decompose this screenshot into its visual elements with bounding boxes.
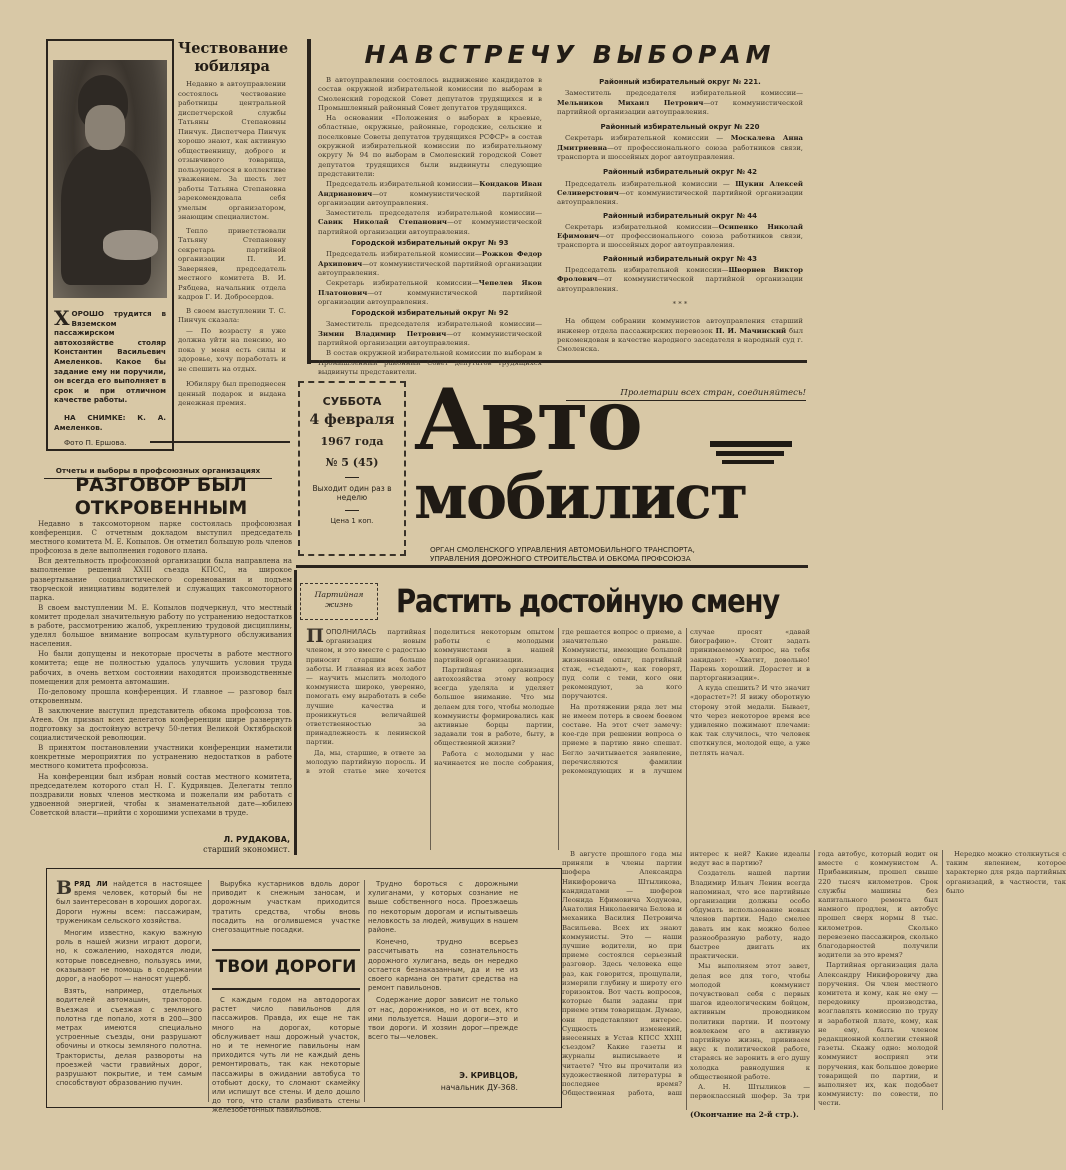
elections-item: Секретарь избирательной комиссии—Чепелев Яков Платонович—от коммунистической партийной организации автоуправления.	[318, 279, 542, 306]
party-paragraph: Нередко можно столкнуться с таким явлением, которое характерно для ряда партийных организаций, в частности, так было	[946, 850, 1066, 895]
party-paragraph: Мы выполняем этот завет, делая все для того, чтобы молодой коммунист почувствовал себя с первых шагов идеологическим бойцом, активным проводником политики партии. И поэтому вовлекаем его в активную партийную жизнь, прививаем вкус к политической работе, стараясь не заронить в его душу холодка равнодушия к общественной работе.	[690, 962, 810, 1081]
issue-number: № 5 (45)	[325, 456, 379, 469]
union-title-line-2: ОТКРОВЕННЫМ	[74, 497, 248, 519]
roads-col-1	[56, 877, 202, 1100]
elections-title-wrap	[330, 40, 810, 69]
roads-dropcap: В	[56, 877, 73, 899]
roads-col-2-top	[212, 880, 360, 935]
roads-author: Э. КРИВЦОВ,	[459, 1071, 518, 1080]
photo-credit: Фото П. Ершова.	[64, 438, 127, 448]
photo-dropcap: Х	[54, 306, 70, 330]
subtitle-line-2: УПРАВЛЕНИЯ ДОРОЖНОГО СТРОИТЕЛЬСТВА И ОБКОМА ПРОФСОЮЗА	[430, 553, 691, 563]
party-paragraph: Партийная организация дала Александру Никифоровичу два поручения. Он член местного комитета и кому, как не ему — передовику производства, возглавлять комиссию по труду и заработной плате, кому, как не ему, быть членом редакционной коллегии стенной газеты. Скажу одно: молодой коммунист восприял эти поручения, как большое доверие товарищей по партии, и выполняет их, как подобает коммунисту: по совести, по чести.	[818, 961, 938, 1108]
party-paragraph: Партийная организация автохозяйства этому вопросу всегда уделяла и уделяет большое внимание. Что мы делаем для того, чтобы молодые коммунисты формировались как активные борцы партии, задавали тон в работе, быту, в общественной жизни?	[434, 665, 554, 748]
subtitle-line-1: ОРГАН СМОЛЕНСКОГО УПРАВЛЕНИЯ АВТОМОБИЛЬНОГО ТРАНСПОРТА,	[430, 545, 695, 554]
union-paragraph: В своем выступлении М. Е. Копылов подчеркнул, что местный комитет проделал значительную работу по устранению недостатков в работе, рассмотрению жалоб, укреплению трудовой дисциплины, уделял большое внимание вопросам культурного обслуживания населения.	[30, 602, 292, 649]
party-paragraph: партийная организация новым членом, и это вместе с радостью приносит старшим больше заботы. И главная из всех забот — научить мыслить молодого коммуниста широко, уверенно, помогать ему выработать в себе лучшие качества и проникнуться величайшей ответственностью за принадлежность к ленинской партии.	[306, 628, 426, 747]
party-rubric-box	[300, 583, 378, 620]
masthead-bottom-rule	[296, 565, 808, 568]
photo-lead: ОРОШО	[71, 309, 105, 318]
issue-price: Цена 1 коп.	[330, 517, 374, 525]
party-paragraph: А. Н. Штыликов — первоклассный шофер. За три года автобус, который водит он вместе с коммунистом А. Прибавкиным, прошел свыше 220 тысяч километров. Срок службы машины без капитального ремонта был намного продлен, и автобус прошел сверх нормы 8 тыс. километров. Сколько перевезено пассажиров, сколько благодарностей получили водители за это время?	[690, 850, 938, 1101]
jubilee-paragraph: — По возрасту я уже должна уйти на пенсию, но пока у меня есть силы и здоровье, хочу поработать и не спешить на отдых.	[178, 326, 286, 373]
elections-item: Заместитель председателя избирательной комиссии—Зимин Владимир Петрович—от коммунистической партийной организации автоуправления.	[318, 320, 542, 348]
issue-weekday: СУББОТА	[322, 395, 382, 408]
elections-item: Секретарь избирательной комиссии — Москалева Анна Дмитриевна—от профессионального союза работников связи, транспорта и шоссейных дорог автоуправления.	[557, 134, 804, 162]
logo-line-2: мобилист	[414, 460, 747, 533]
elections-item: Заместитель председателя избирательной комиссии—Савик Николай Степанович—от коммунистической партийной организации автоуправления.	[318, 209, 542, 236]
slogan: Пролетарии всех стран, соединяйтесь!	[620, 388, 806, 398]
elections-item: Председатель избирательной комиссии—Рожков Федор Архипович—от коммунистической партийной организации автоуправления.	[318, 250, 542, 277]
union-rubric: Отчеты и выборы в профсоюзных организациях	[55, 466, 261, 475]
elections-left-column	[318, 76, 542, 378]
masthead-subtitle	[430, 546, 810, 563]
union-paragraph: В заключение выступил представитель обкома профсоюза тов. Атеев. Он призвал всех делегатов конференции шире развернуть подготовку за достойную встречу 50-летия Великой Октябрьской социалистической революции.	[30, 705, 292, 743]
photo-caption-label: НА СНИМКЕ: К. А. Амеленков.	[54, 412, 166, 432]
union-paragraph: Вся деятельность профсоюзной организации была направлена на выполнение решений XXIII съезда КПСС, на широкое развертывание социалистического соревнования и подъем творческой инициативы водителей и служащих таксомоторного парка.	[30, 556, 292, 602]
roads-col-3	[368, 880, 518, 1066]
elections-item: Секретарь избирательной комиссии—Осипенко Николай Ефимович—от профессионального союза работников связи, транспорта и шоссейных дорог автоуправления.	[557, 222, 803, 250]
issue-frequency: Выходит один раз в неделю	[312, 484, 392, 502]
elections-title: НАВСТРЕЧУ ВЫБОРАМ	[364, 40, 776, 69]
party-paragraph: А куда спешить? И что значит «дорастет»?! Я вижу оборотную сторону этой медали. Бывает, что через некоторое время все удивленно пожимают плечами: как так случилось, что человек споткнулся, молодой еще, а уже петлять начал.	[690, 684, 810, 757]
photo-text: трудится в Вяземском пассажирском автохозяйстве столяр Константин Васильевич Амеленков. Какое бы задание ему ни поручили, он всегда его выполняет в срок и при отличном качестве работы.	[54, 309, 166, 405]
district-heading: Районный избирательный округ № 220	[600, 123, 760, 132]
elections-intro: На основании «Положения о выборах в краевые, областные, окружные, районные, городские, сельские и поселковые Советы депутатов трудящихся РСФСР» в состав окружной избирательной комиссии по избирательному округу № 94 по выборам в Смоленский городской Совет депутатов трудящихся были выдвинуты следующие представители:	[318, 114, 542, 178]
roads-paragraph: Трудно бороться с дорожными хулиганами, у которых сознание не выше собственного носа. Проезжаешь по некоторым дорогам и испытываешь неловкость за людей, живущих в нашем районе.	[368, 880, 518, 935]
elections-closing: На общем собрании коммунистов автоуправления старший инженер отдела пассажирских перевозок П. И. Мачинский был рекомендован в качестве народного заседателя в народный суд г. Смоленска.	[557, 317, 803, 354]
union-paragraph: По-деловому прошла конференция. И главное — разговор был откровенным.	[30, 686, 292, 705]
jubilee-title-2: юбиляра	[194, 58, 270, 75]
roads-col-divider	[364, 880, 365, 1102]
photo-amelenkov	[53, 60, 167, 298]
union-body	[30, 519, 292, 818]
district-heading: Районный избирательный округ № 44	[602, 211, 758, 220]
party-lead: ОПОЛНИЛАСЬ	[325, 628, 377, 636]
photo-story-box	[46, 39, 174, 451]
roads-author-title: начальник ДУ-368.	[440, 1083, 518, 1092]
jubilee-title-1: Чествование	[178, 40, 289, 57]
roads-paragraph: Вырубка кустарников вдоль дорог приводит к снежным заносам, и дорожным участкам приходится тратить средства, чтобы вновь посадить на оголившемся участке снегозащитные посадки.	[212, 880, 360, 935]
roads-paragraph: Конечно, трудно всерьез рассчитывать на сознательность дорожного хулигана, ведь он нередко остается безнаказанным, да и не из своего кармана он тратит средства на ремонт павильонов.	[368, 938, 518, 993]
elections-left-border	[307, 39, 311, 364]
party-continuation: (Окончание на 2-й стр.).	[690, 1110, 799, 1119]
union-title	[30, 474, 292, 520]
jubilee-paragraph: Недавно в автоуправлении состоялось чествование работницы центральной диспетчерской службы Татьяны Степановны Пинчук. Диспетчера Пинчук хорошо знают, как активную общественницу, доброго и отзывчивого товарища, пользующегося в коллективе уважением. За шесть лет работы Татьяна Степановна зарекомендовала себя умелым организатором, знающим специалистом.	[178, 80, 286, 221]
roads-title: ТВОИ ДОРОГИ	[215, 957, 357, 977]
party-paragraph: Да, мы, старшие, в ответе за молодую партийную поросль. И в этой статье мне хочется поделиться некоторым опытом работы с молодыми коммунистами в нашей партийной организации.	[306, 628, 554, 776]
party-paragraph: Работа с молодыми у нас начинается не после собрания, где решается вопрос о приеме, а значительно раньше. Коммунисты, имеющие большой жизненный опыт, партийный стаж, «съедают», как говорят, пуд соли с теми, кого они рекомендуют, за кого поручаются.	[434, 628, 682, 767]
party-rubric: Партийная жизнь	[314, 590, 364, 609]
roads-col-divider	[208, 880, 209, 1102]
elections-intro: В автоуправлении состоялось выдвижение кандидатов в состав окружной избирательной комиссии по выборам в Смоленский городской Совет депутатов трудящихся и в Промышленный районный Совет депутатов трудящихся.	[318, 76, 542, 112]
jubilee-paragraph: Тепло приветствовали Татьяну Степановну секретарь партийной организации П. И. Заверняев, председатель местного комитета В. И. Рябцева, начальник отдела кадров Г. И. Добросердов.	[178, 226, 286, 301]
photo-caption	[54, 306, 166, 448]
party-title: Растить достойную смену	[396, 582, 779, 620]
issue-divider	[345, 477, 359, 478]
union-title-line-1: РАЗГОВОР БЫЛ	[75, 474, 247, 496]
union-paragraph: На конференции был избран новый состав местного комитета, председателем которого стал Н. Г. Кудрявцев. Делегаты тепло поздравили новых членов месткома и пожелали им работать с удвоенной энергией, чтобы к знаменательной дате—юбилею Советской власти—прийти с хорошими успехами в труде.	[30, 771, 292, 817]
elections-item: Председатель избирательной комиссии—Кондаков Иван Андрианович—от коммунистической партийной организации автоуправления.	[318, 180, 543, 207]
union-paragraph: Недавно в таксомоторном парке состоялась профсоюзная конференция. С отчетным докладом выступил председатель местного комитета М. Е. Копылов. Он отметил большую роль членов профсоюза в деле выполнения годового плана.	[30, 519, 292, 556]
roads-title-rule-top	[212, 949, 360, 951]
jubilee-bottom-rule	[150, 441, 290, 443]
union-author: Л. РУДАКОВА,	[223, 835, 290, 844]
roads-paragraph: Взять, например, отдельных водителей автомашин, тракторов. Въезжая и съезжая с земляного полотна где попало, хотя в 200—300 метрах имеются специально устроенные съезды, они разрушают обочины и откосы земляного полотна. Трактористы, делая развороты на проезжей части гравийных дорог, разрушают покрытие, и тем самым способствуют образованию пучин.	[56, 987, 202, 1088]
issue-info-box	[298, 381, 406, 556]
roads-paragraph: Содержание дорог зависит не только от нас, дорожников, но и от всех, кто ими пользуется. Наши дороги—это и твои дороги. И хозяин дорог—прежде всего ты—человек.	[368, 996, 518, 1042]
photo-figure-hands	[103, 230, 158, 260]
photo-figure-face	[85, 105, 125, 150]
party-paragraph: В августе прошлого года мы приняли в члены партии шофера Александра Никифоровича Штыликова, кандидатами — шоферов Леонида Ефимовича Ходунова, Анатолия Николаевича Белова и механика Василия Петровича Васильева. Всех их знают коммунисты. Это — наши лучшие водители, но при приеме состоялся серьезный разговор. Здесь человека еще раз, как говорится, прощупали, измерили глубину и широту его горизонтов. Вот часть вопросов, которые были заданы при приеме этим товарищам. Думаю, они представляют интерес. Сущность изменений, внесенных в Устав КПСС XXIII съездом? Какие газеты и журналы выписываете и читаете? Что вы прочитали из художественной литературы в последнее время? Общественная работа, ваш интерес к ней? Какие идеалы ведут вас в партию?	[562, 850, 810, 1098]
district-92-heading: Городской избирательный округ № 92	[351, 309, 509, 318]
elections-item: Председатель избирательной комиссии — Щукин Алексей Селиверстович—от коммунистической партийной организации автоуправления.	[557, 179, 803, 207]
roads-col-2-bottom	[212, 996, 360, 1115]
roads-lead: РЯД ЛИ	[74, 880, 108, 888]
district-heading: Районный избирательный округ № 43	[602, 254, 758, 263]
roads-title-rule-bottom	[212, 988, 360, 990]
logo-line-1: Авто	[414, 370, 641, 469]
district-93-heading: Городской избирательный округ № 93	[351, 239, 509, 248]
elections-stars: * * *	[672, 299, 688, 308]
elections-item: Председатель избирательной комиссии—Шворнев Виктор Фролович—от коммунистической партийной организации автоуправления.	[557, 266, 804, 293]
roads-paragraph: С каждым годом на автодорогах растет число павильонов для пассажиров. Правда, их еще не так много на дорогах, которые обслуживает наш дорожный участок, но и те немногие павильоны нам приходится чуть ли не каждый день ремонтировать, так как некоторые пассажиры в ожидании автобуса то отобьют доску, то сломают скамейку или испишут все стены. И дело дошло до того, что стали разбивать стены железобетонных павильонов.	[212, 996, 360, 1115]
elections-outro: В состав окружной избирательной комиссии по выборам в Промышленный районный Совет депутатов трудящихся выдвинуты представители.	[318, 349, 542, 376]
union-paragraph: Но были допущены и некоторые просчеты в работе местного комитета; еще не полностью удалось улучшить условия труда рабочих, в очень ветхом состоянии находятся производственные помещения для ремонта автомашин.	[30, 649, 292, 686]
union-signature	[130, 835, 290, 855]
party-paragraph: Создатель нашей партии Владимир Ильич Ленин всегда напоминал, что все партийные организации должны особо обдумать использование новых членов партии. Надо смелее давать им как можно более разнообразную работу, надо быстрее двигать их практически.	[690, 869, 810, 961]
issue-divider	[345, 510, 359, 511]
jubilee-paragraph: Юбиляру был преподнесен ценный подарок и выдана денежная премия.	[178, 380, 286, 407]
party-body-top	[306, 625, 810, 850]
issue-date: 4 февраля	[309, 412, 395, 428]
jubilee-paragraph: В своем выступлении Т. С. Пинчук сказала:	[178, 306, 286, 324]
union-author-title: старший экономист.	[203, 845, 290, 854]
district-heading: Районный избирательный округ № 42	[602, 168, 758, 177]
roads-paragraph: Многим известно, какую важную роль в нашей жизни играют дороги, но, к сожалению, находятся люди, которые повседневно, пользуясь ими, оказывают не помощь в содержании дорог, а наоборот — наносят ущерб.	[56, 929, 202, 984]
elections-right-column	[557, 76, 803, 355]
union-paragraph: В принятом постановлении участники конференции наметили конкретные мероприятия по устранению недостатков в работе местного комитета профсоюза.	[30, 743, 292, 771]
district-heading: Районный избирательный округ № 221.	[599, 78, 761, 86]
roads-paragraph: найдется в настоящее время человек, который бы не был заинтересован в хороших дорогах. Дороги нужны всем: пассажирам, труженикам сельского хозяйства.	[56, 880, 202, 925]
elections-item: Заместитель председателя избирательной комиссии—Мельников Михаил Петрович—от коммунистической партийной организации автоуправления.	[557, 89, 803, 116]
party-body-bottom	[562, 850, 1066, 1110]
roads-signature	[400, 1070, 518, 1094]
party-left-border	[294, 570, 297, 855]
jubilee-article	[178, 40, 289, 410]
photo-figure-body	[61, 145, 151, 285]
party-paragraph: На протяжении ряда лет мы не имеем потерь в своем боевом составе. На этот счет замечу: кое-где при решении вопроса о приеме в партию явно спешат. Бегло зачитывается заявление, перечисляются фамилии рекомендующих и в лучшем случае просят «давай биографию». Стоит задать принимаемому вопрос, на тебя закидают: «Хватит, довольно! Парень хороший. Дорастет и в парторганизации».	[562, 628, 810, 776]
party-dropcap: П	[306, 625, 324, 647]
issue-year: 1967 года	[320, 435, 384, 448]
